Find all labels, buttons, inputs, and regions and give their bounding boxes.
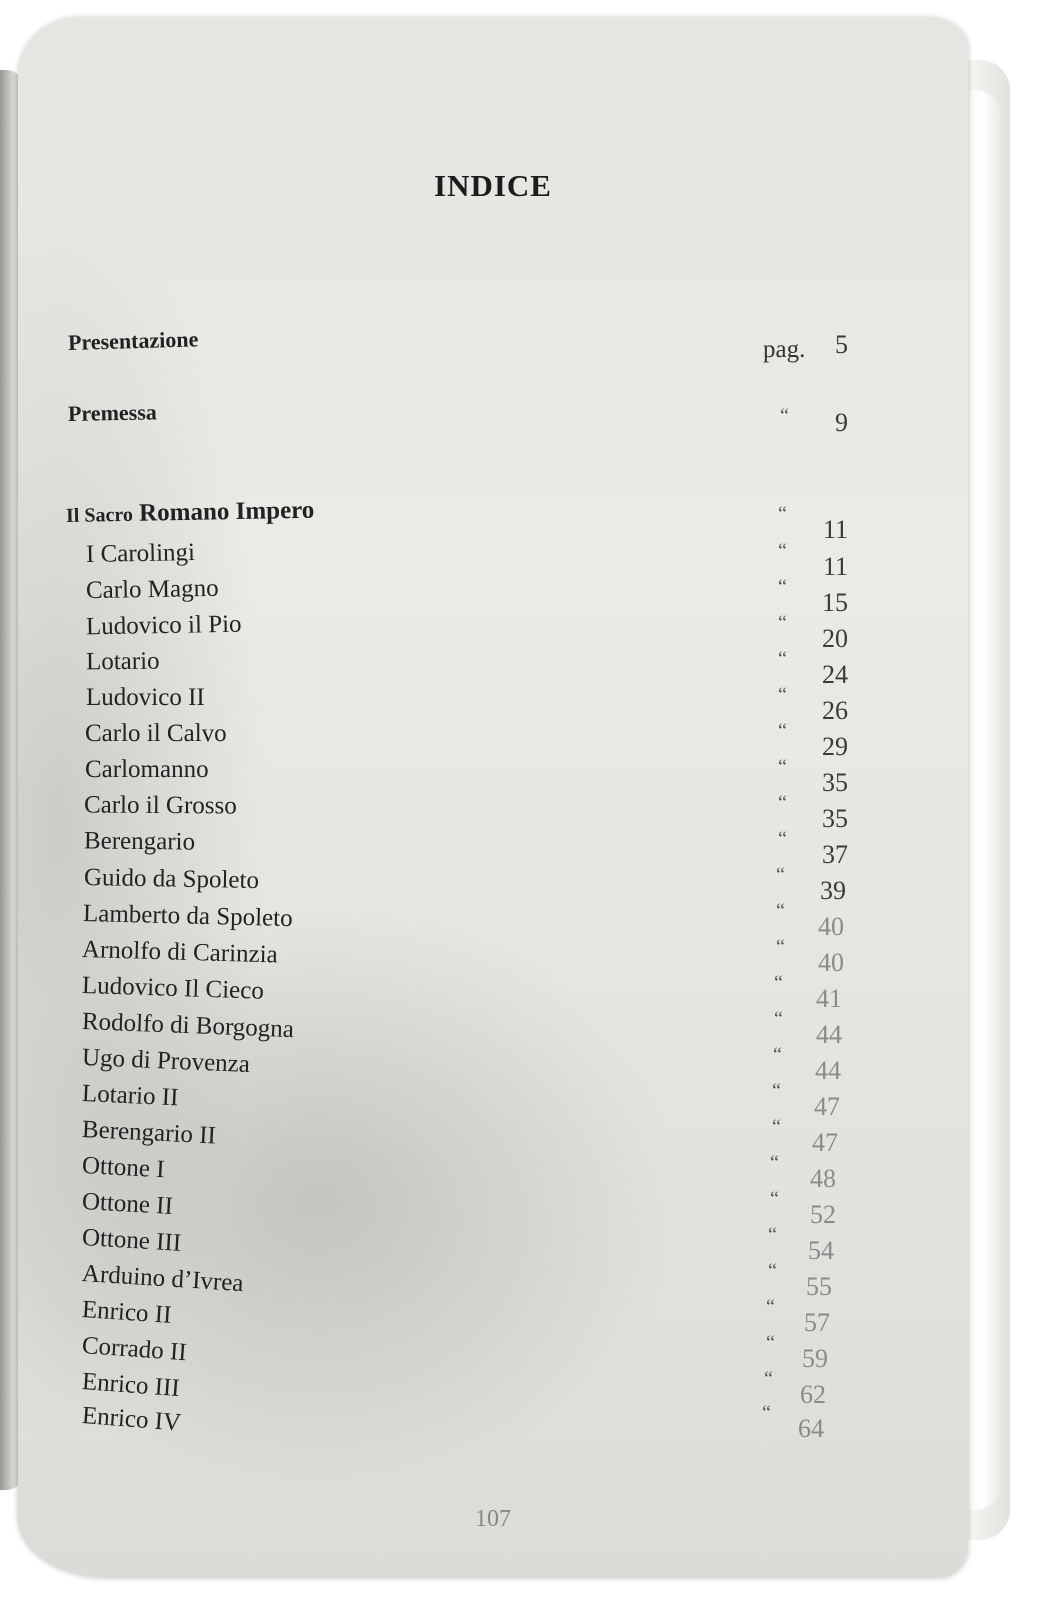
toc-entry (18, 610, 968, 653)
toc-entry-label: Rodolfo di Borgogna (81, 1008, 295, 1044)
toc-entry (18, 1188, 968, 1229)
toc-entry-marker: “ (774, 972, 783, 994)
toc-entry-marker: “ (778, 756, 787, 778)
toc-entry-label: Arnolfo di Carinzia (81, 936, 279, 969)
toc-entry-page: 57 (804, 1308, 830, 1337)
toc-entry-marker: “ (773, 1044, 782, 1066)
toc-entry-page: 41 (816, 984, 842, 1013)
toc-entry (18, 1116, 968, 1157)
toc-entry (18, 574, 968, 617)
toc-entry-label: Carlo Magno (85, 574, 219, 605)
toc-entry-label: Carlo il Calvo (85, 720, 227, 747)
toc-entry-marker: “ (768, 1260, 777, 1282)
toc-entry (18, 539, 968, 581)
toc-entry-page: 15 (822, 588, 848, 617)
toc-entry-marker: “ (776, 900, 785, 922)
toc-entry (18, 1044, 968, 1085)
toc-entry-label: Lotario II (81, 1080, 180, 1112)
toc-entry-page: 55 (806, 1272, 832, 1301)
toc-entry (18, 1152, 968, 1193)
toc-entry-label: Presentazione (67, 326, 199, 355)
toc-entry-premessa (18, 399, 968, 437)
toc-entry-marker: “ (778, 720, 787, 742)
toc-entry-marker: “ (766, 1296, 775, 1318)
toc-entry-page: 59 (802, 1344, 828, 1373)
toc-entry-label: Ludovico Il Cieco (81, 972, 265, 1005)
toc-entry-marker: “ (764, 1368, 773, 1390)
toc-entry-marker: “ (780, 405, 789, 427)
toc-entry-marker: “ (766, 1332, 775, 1354)
toc-entry-marker: “ (778, 792, 787, 814)
toc-entry-marker: pag. (763, 336, 806, 363)
toc-entry-marker: “ (774, 1008, 783, 1030)
toc-entry-page: 52 (810, 1200, 836, 1229)
toc-entry-page: 24 (822, 660, 848, 689)
toc-entry-label: Ottone I (81, 1152, 166, 1184)
toc-entry (18, 972, 968, 1013)
page-number-footer: 107 (475, 1506, 511, 1532)
toc-entry-marker: “ (778, 648, 787, 670)
toc-entry-marker: “ (778, 684, 787, 706)
toc-entry-marker: “ (776, 936, 785, 958)
toc-entry-page: 44 (815, 1056, 841, 1085)
toc-entry (18, 1008, 968, 1049)
toc-entry (18, 827, 968, 869)
toc-entry-page: 26 (822, 696, 848, 725)
toc-entry (18, 864, 968, 905)
toc-entry (18, 1402, 968, 1443)
toc-section-label (66, 497, 315, 529)
toc-entry-marker: “ (778, 612, 787, 634)
toc-entry-label: Guido da Spoleto (83, 864, 260, 895)
book-page (18, 18, 968, 1578)
toc-entry-page: 40 (818, 912, 844, 941)
toc-entry (18, 1224, 968, 1265)
toc-entry (18, 1080, 968, 1121)
toc-entry (18, 900, 968, 941)
toc-entry (18, 1296, 968, 1337)
toc-entry-label: Premessa (67, 399, 157, 426)
toc-entry-marker: “ (778, 576, 787, 598)
toc-entry (18, 720, 968, 761)
toc-entry-label: Berengario II (81, 1116, 217, 1150)
toc-entry-page: 47 (812, 1128, 838, 1157)
toc-entry (18, 936, 968, 977)
toc-entry-page: 39 (820, 876, 846, 905)
toc-entry-label: Carlomanno (85, 756, 209, 783)
toc-entry-marker: “ (778, 540, 787, 562)
toc-entry-marker: “ (768, 1224, 777, 1246)
toc-entry-label: Berengario (83, 827, 196, 856)
toc-entry (18, 684, 968, 725)
toc-entry-marker: “ (772, 1116, 781, 1138)
toc-entry (18, 791, 968, 833)
toc-section-label-prefix: Il Sacro (65, 503, 134, 527)
toc-entry-page: 20 (822, 624, 848, 653)
toc-entry-label: Ottone III (81, 1224, 182, 1257)
toc-entry-page: 5 (835, 330, 848, 359)
toc-entry-marker: “ (770, 1152, 779, 1174)
toc-entry-label: Lamberto da Spoleto (82, 900, 293, 933)
toc-entry-marker: “ (776, 864, 785, 886)
toc-entry-page: 37 (822, 840, 848, 869)
toc-entry-label: Ludovico II (86, 684, 205, 711)
toc-entry-page: 35 (822, 804, 848, 833)
toc-entry-label: Ottone II (81, 1188, 174, 1221)
toc-entry-page: 54 (808, 1236, 834, 1265)
toc-entry-page: 47 (814, 1092, 840, 1121)
toc-entry-label: Arduino d’Ivrea (81, 1260, 245, 1298)
toc-entry-page: 9 (835, 408, 848, 437)
toc-entry-marker: “ (778, 828, 787, 850)
toc-entry-label: Enrico III (81, 1368, 181, 1403)
toc-entry-page: 40 (818, 948, 844, 977)
toc-entry-marker: “ (770, 1188, 779, 1210)
toc-entry-page: 64 (798, 1414, 824, 1443)
toc-entry-label: Carlo il Grosso (83, 791, 237, 820)
toc-entry (18, 1332, 968, 1373)
toc-entry-label: Ludovico il Pio (85, 610, 242, 641)
toc-entry (18, 1260, 968, 1301)
toc-entry-label: Corrado II (81, 1332, 188, 1367)
toc-entry-marker: “ (762, 1402, 771, 1424)
toc-entry-label: Ugo di Provenza (81, 1044, 251, 1079)
toc-entry (18, 647, 968, 689)
toc-entry-page: 11 (822, 515, 848, 544)
toc-entry-label: Lotario (85, 647, 160, 676)
toc-entry-page: 29 (822, 732, 848, 761)
toc-entry-page: 62 (800, 1380, 826, 1409)
toc-entry (18, 756, 968, 797)
toc-entry-marker: “ (778, 503, 787, 525)
toc-entry-page: 35 (822, 768, 848, 797)
toc-section-label-main: Romano Impero (138, 496, 315, 527)
toc-entry-page: 11 (822, 552, 848, 581)
toc-entry-presentazione (18, 326, 968, 363)
toc-entry (18, 1368, 968, 1409)
toc-entry-label: I Carolingi (85, 539, 196, 568)
toc-entry-marker: “ (772, 1080, 781, 1102)
toc-entry-page: 44 (816, 1020, 842, 1049)
toc-entry-label: Enrico IV (81, 1402, 183, 1437)
toc-entry-label: Enrico II (81, 1296, 173, 1329)
toc-section-sacro-romano-impero (18, 496, 968, 544)
page-title: INDICE (434, 168, 552, 203)
toc-entry-page: 48 (810, 1164, 836, 1193)
